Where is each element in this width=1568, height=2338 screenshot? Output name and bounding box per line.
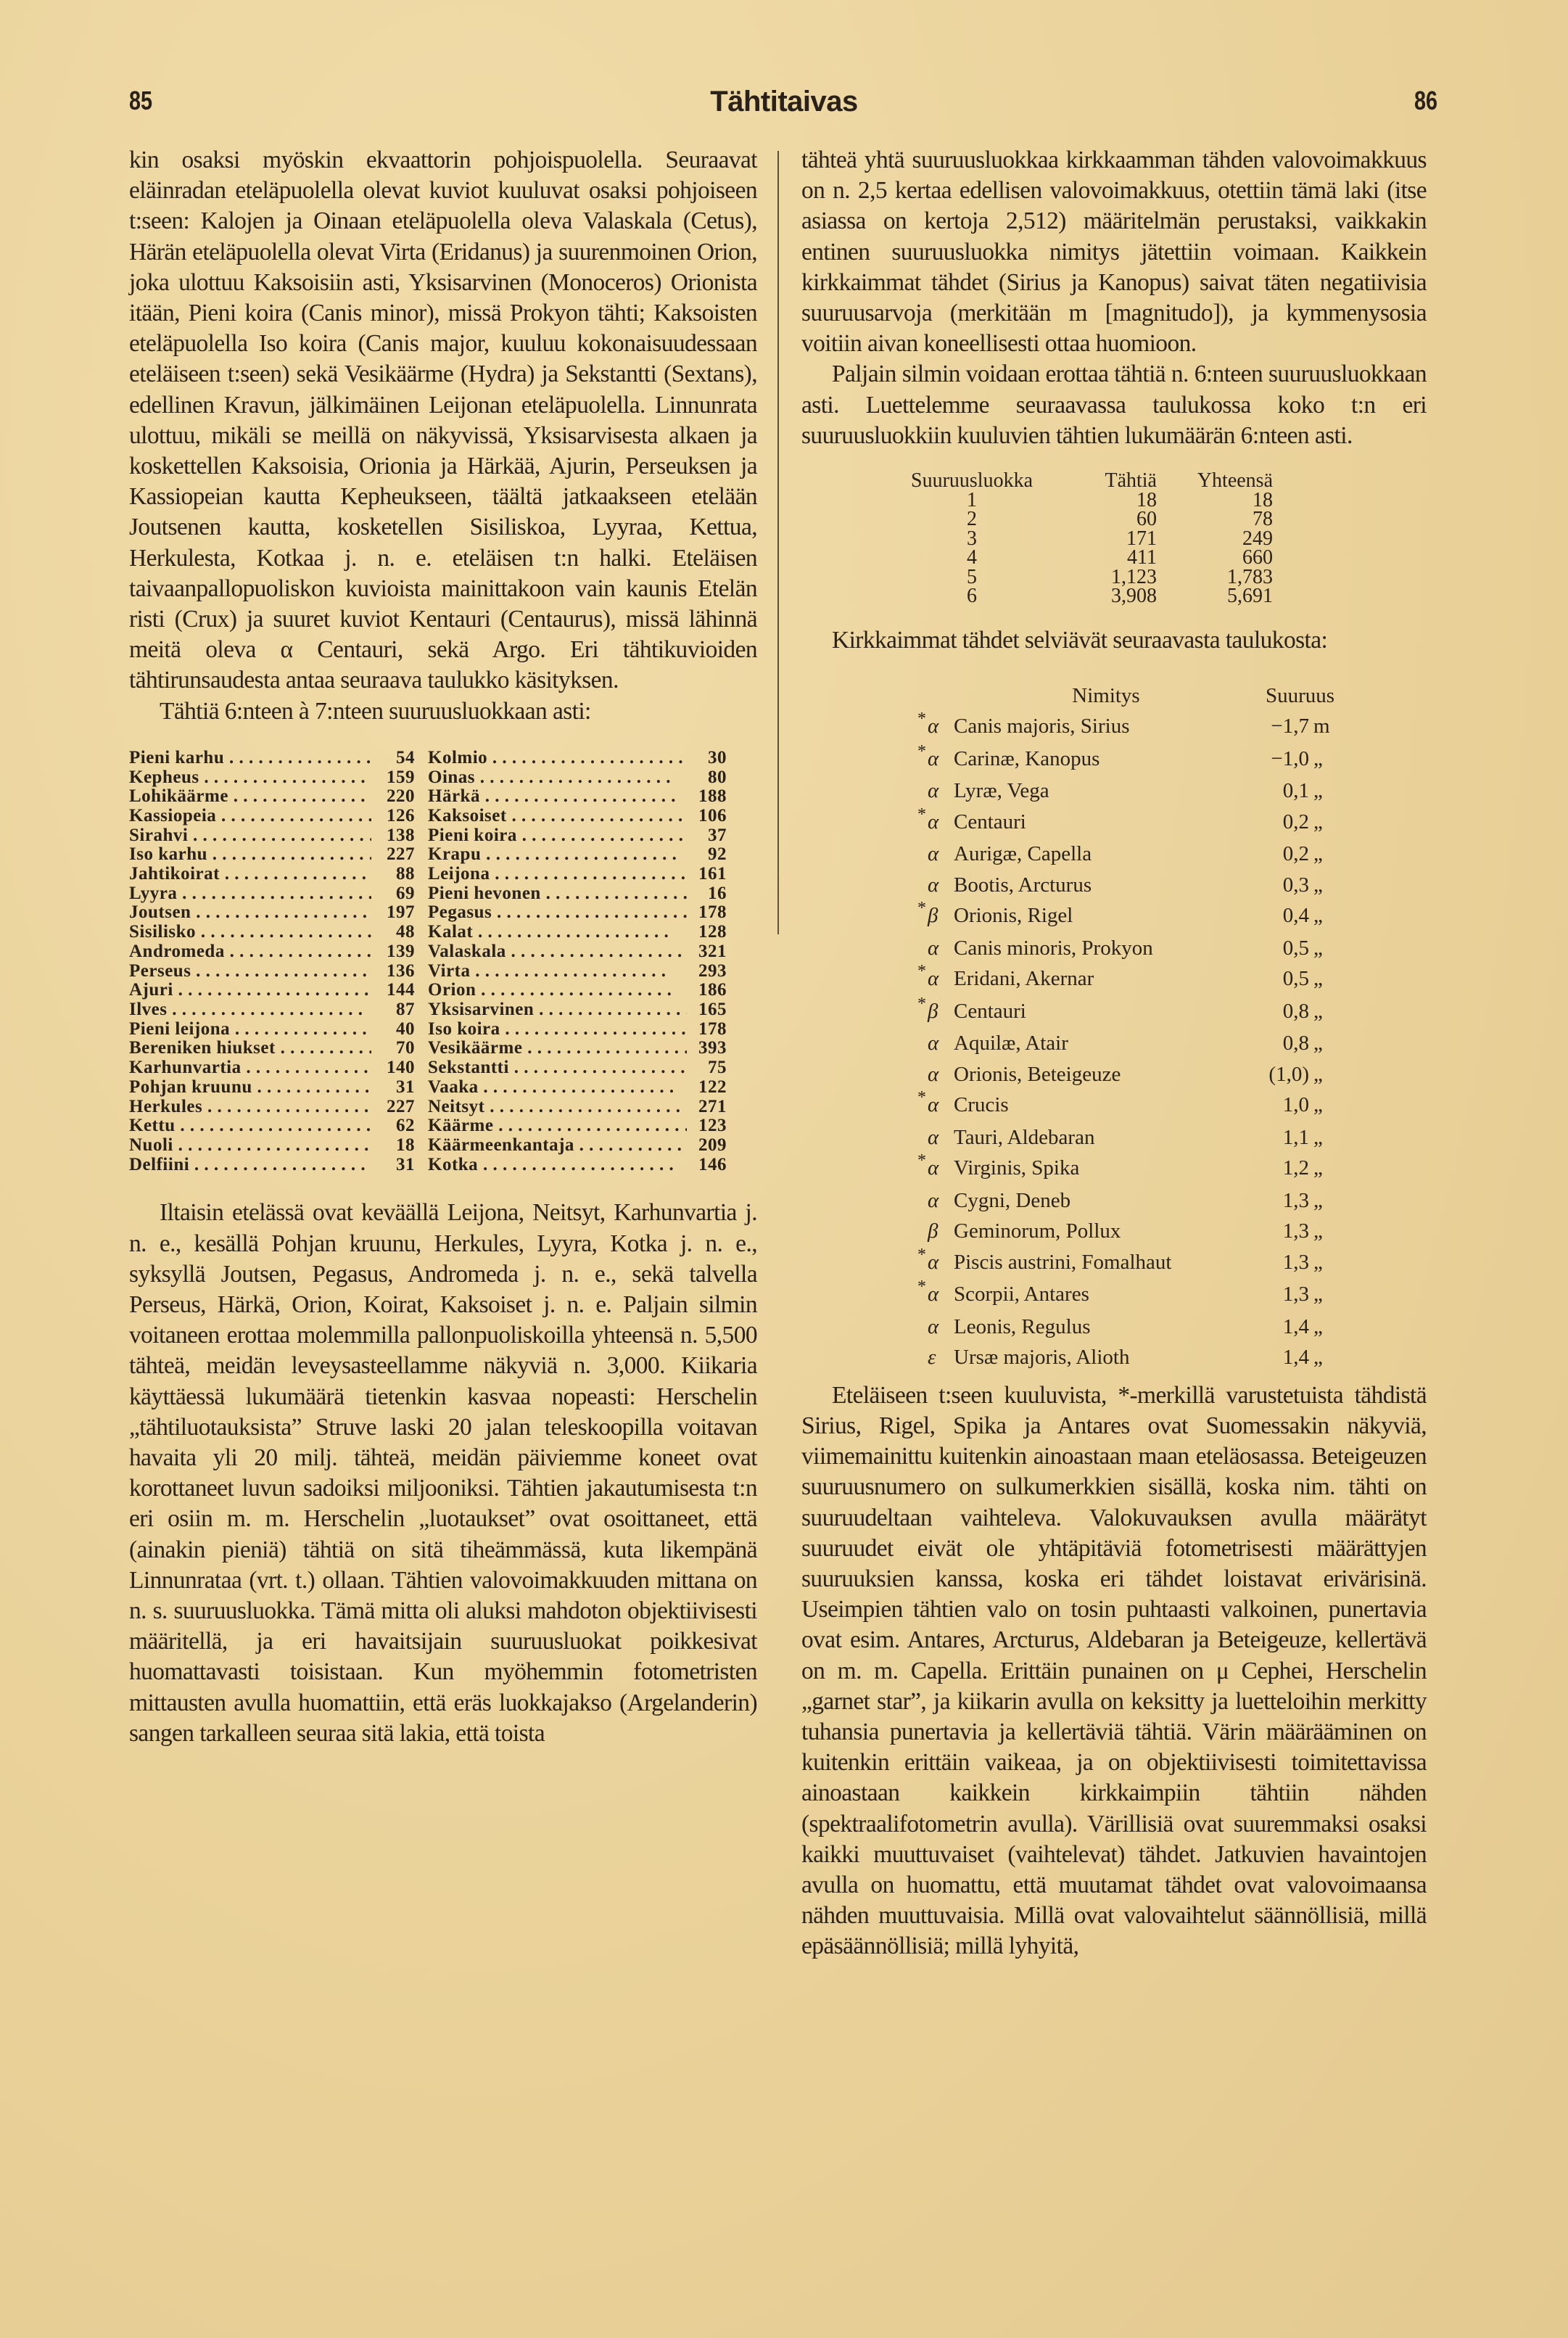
table-row [428, 807, 727, 826]
southern-marker: * [917, 1245, 926, 1264]
constellation-name: Leijona . . . [428, 865, 687, 884]
greek-letter: α [928, 842, 939, 866]
table-cell: 1,123 [1111, 565, 1157, 588]
constellation-name: Ajuri . . . [129, 981, 371, 1000]
table-row [129, 826, 428, 846]
star-count: 31 [396, 1077, 415, 1097]
star-count: 186 [698, 981, 727, 1000]
star-count: 48 [396, 923, 415, 942]
table-row [428, 1039, 727, 1058]
magnitude: 0,1 [1282, 779, 1309, 803]
table-row [129, 884, 428, 904]
star-count: 161 [698, 865, 727, 884]
greek-letter: α [928, 936, 939, 960]
column-header: Yhteensä [1197, 469, 1273, 493]
table-row [428, 1000, 727, 1020]
table-cell: 5 [967, 565, 977, 588]
table-row [129, 807, 428, 826]
table-row [428, 962, 727, 981]
table-cell: 249 [1242, 527, 1273, 550]
table-row [428, 1098, 727, 1117]
star-name: Tauri, Aldebaran [954, 1125, 1095, 1149]
southern-marker: * [917, 899, 926, 918]
constellation-name: Vaaka . . . [428, 1078, 687, 1098]
constellation-name: Lohikäärme . . . [129, 787, 371, 807]
greek-letter: β [928, 999, 938, 1023]
page-number-left: 85 [129, 86, 153, 115]
unit: „ [1313, 873, 1323, 897]
star-count: 16 [708, 884, 727, 903]
table-row [917, 839, 1427, 870]
constellation-name: Sisilisko . . . [129, 923, 371, 942]
table-row [917, 1059, 1427, 1090]
constellation-name: Kettu . . . [129, 1116, 371, 1136]
star-count: 139 [387, 942, 415, 961]
table-row [917, 996, 1427, 1029]
table-row [129, 1078, 428, 1098]
star-count: 88 [396, 865, 415, 884]
star-name: Bootis, Arcturus [954, 873, 1092, 897]
column-header: Suuruusluokka [911, 469, 1033, 493]
magnitude: 1,1 [1282, 1125, 1309, 1149]
table-row [428, 768, 727, 788]
table-row [428, 749, 727, 768]
star-name: Ursæ majoris, Alioth [954, 1346, 1130, 1370]
table-row [129, 1116, 428, 1136]
unit: „ [1313, 999, 1323, 1023]
table-row [428, 845, 727, 865]
unit: „ [1313, 1188, 1323, 1212]
southern-marker: * [917, 1151, 926, 1171]
star-count: 188 [698, 787, 727, 807]
greek-letter: α [928, 1093, 939, 1117]
paragraph: Iltaisin etelässä ovat keväällä Leijona, Neitsyt, Karhunvartia j. n. e., kesällä Pohjan kruunu, Herkules, Lyyra, Kotka j. n. e., syksyllä Joutsen, Pegasus, Andromeda j. n. e., sekä talvella Perseus, Härkä, Orion, Koirat, Kaksoiset j. n. e. Paljain silmin voitaneen erottaa molemmilla pallonpuoliskoilla yhteensä n. 5,500 tähteä, meidän leveysasteellamme näkyviä n. 3,000. Kiikaria käyttäessä lukumäärä tietenkin kasvaa nopeasti: Herschelin „tähtiluotauksista” Struve laski 20 jalan teleskoopilla voitavan havaita yli 20 milj. tähteä, meidän päiviemme koneet ovat korottaneet luvun sadoiksi miljooniksi. Tähtien jakautumisesta t:n eri osiin m. m. Herschelin „luotaukset” ovat osoittaneet, että (ainakin pieniä) tähtiä on sitä tiheämmässä, kuta likempänä Linnunrataa (vrt. t.) ollaan. Tähtien valovoimakkuuden mittana on n. s. suuruusluokka. Tämä mitta oli aluksi mahdoton objektiivisesti määritellä, ja eri havaitsijain suuruusluokat poikkesivat huomattavasti toisistaan. Kun myöhemmin fotometristen mittausten avulla huomattiin, että eräs luokkajakso (Argelanderin) sangen tarkalleen seuraa sitä lakia, että toista [129, 1199, 757, 1747]
paragraph: tähteä yhtä suuruusluokkaa kirkkaamman tähden valovoimakkuus on n. 2,5 kertaa edellisen valovoimakkuus, otettiin tämä laki (itse asiassa on kertoja 2,512) määritelmän perustaksi, vaikkakin entinen suuruusluokka nimitys jätettiin voimaan. Kaikkein kirkkaimmat tähdet (Sirius ja Kanopus) saivat täten negatiivisia suuruusarvoja (merkitään m [magnitudo]), ja kymmenysosia voitiin aivan koneellisesti ottaa huomioon. [801, 147, 1427, 358]
constellation-name: Kolmio . . . [428, 749, 687, 768]
star-count: 197 [387, 903, 415, 923]
greek-letter: α [928, 746, 939, 770]
unit: „ [1313, 1062, 1323, 1086]
magnitude: 1,4 [1282, 1346, 1309, 1370]
star-count: 75 [708, 1058, 727, 1078]
table-row [917, 963, 1427, 996]
table-row [896, 587, 1427, 606]
greek-letter: α [928, 810, 939, 833]
table-cell: 3,908 [1111, 585, 1157, 608]
magnitude: 0,8 [1282, 999, 1309, 1023]
constellation-name: Pieni leijona . . . [129, 1020, 371, 1040]
star-count: 227 [387, 845, 415, 865]
star-count: 209 [698, 1135, 727, 1155]
magnitude: 0,8 [1282, 1032, 1309, 1055]
table-row [428, 1116, 727, 1136]
star-count: 92 [708, 845, 727, 865]
greek-letter: β [928, 1219, 938, 1243]
constellation-name: Iso karhu . . . [129, 845, 371, 865]
table-row [917, 1185, 1427, 1217]
unit: „ [1313, 1125, 1323, 1149]
table-cell: 5,691 [1227, 585, 1273, 608]
table-cell: 18 [1136, 488, 1157, 511]
star-name: Eridani, Akernar [954, 967, 1094, 991]
magnitude: 1,2 [1282, 1156, 1309, 1180]
star-count: 140 [387, 1058, 415, 1078]
table-row [917, 711, 1427, 744]
star-name: Aquilæ, Atair [954, 1032, 1068, 1055]
table-row [129, 749, 428, 768]
star-count: 31 [396, 1155, 415, 1174]
bright-stars-header [917, 680, 1427, 712]
star-count: 18 [396, 1135, 415, 1155]
column-header: Nimitys [1072, 683, 1140, 707]
star-count: 393 [698, 1039, 727, 1058]
magnitude: 0,2 [1282, 842, 1309, 866]
star-name: Leonis, Regulus [954, 1314, 1091, 1338]
constellation-name: Vesikäärme . . . [428, 1039, 687, 1058]
table-row [428, 903, 727, 923]
constellation-name: Iso koira . . . [428, 1020, 687, 1040]
star-name: Cygni, Deneb [954, 1188, 1071, 1212]
star-count: 87 [396, 1000, 415, 1019]
constellation-name: Orion . . . [428, 981, 687, 1000]
table-row [917, 1342, 1427, 1373]
table-row [917, 900, 1427, 933]
unit: „ [1313, 810, 1323, 833]
constellation-name: Sekstantti . . . [428, 1058, 687, 1078]
unit: „ [1313, 936, 1323, 960]
constellation-name: Neitsyt . . . [428, 1098, 687, 1117]
magnitude: −1,7 [1271, 715, 1309, 738]
unit: „ [1313, 1219, 1323, 1243]
unit: „ [1313, 967, 1323, 991]
southern-marker: * [917, 994, 926, 1013]
greek-letter: α [928, 1125, 939, 1149]
table-row [917, 1312, 1427, 1343]
greek-letter: α [928, 967, 939, 991]
table-row [428, 1078, 727, 1098]
column-divider [777, 151, 779, 934]
table-row [129, 942, 428, 962]
constellation-name: Pieni karhu . . . [129, 749, 371, 768]
table-row [917, 1247, 1427, 1280]
constellation-name: Lyyra . . . [129, 884, 371, 904]
constellation-name: Härkä . . . [428, 787, 687, 807]
table-cell: 411 [1127, 546, 1157, 569]
table-row [428, 1156, 727, 1175]
paragraph: Kirkkaimmat tähdet selviävät seuraavasta taulukosta: [832, 626, 1328, 654]
table-cell: 660 [1242, 546, 1273, 569]
table-cell: 6 [967, 585, 977, 608]
table-row [917, 1279, 1427, 1312]
table-row [428, 981, 727, 1000]
table-row [129, 1000, 428, 1020]
bright-stars-table [917, 680, 1427, 1373]
southern-marker: * [917, 962, 926, 981]
table-cell: 2 [967, 508, 977, 531]
southern-marker: * [917, 1088, 926, 1108]
star-count: 40 [396, 1019, 415, 1039]
constellation-name: Käärme . . . [428, 1116, 687, 1136]
star-count: 30 [708, 748, 727, 767]
star-name: Centauri [954, 999, 1026, 1023]
constellation-name: Kassiopeia . . . [129, 807, 371, 826]
table-row [129, 845, 428, 865]
star-name: Geminorum, Pollux [954, 1219, 1121, 1243]
table-cell: 1,783 [1227, 565, 1273, 588]
unit: „ [1313, 779, 1323, 803]
magnitude: 1,3 [1282, 1188, 1309, 1212]
greek-letter: β [928, 904, 938, 928]
table-cell: 60 [1136, 508, 1157, 531]
star-count: 70 [396, 1039, 415, 1058]
constellation-name: Perseus . . . [129, 962, 371, 981]
star-count: 54 [396, 748, 415, 767]
star-name: Carinæ, Kanopus [954, 746, 1100, 770]
unit: „ [1313, 1093, 1323, 1117]
paragraph: Eteläiseen t:seen kuuluvista, *-merkillä varustetuista tähdistä Sirius, Rigel, Spika ja Antares ovat Suomessakin näkyviä, viimemainittu kuitenkin ainoastaan maan eteläosassa. Beteigeuzen suuruusnumero on sulkumerkkien sisällä, koska nim. tähti on suuruudeltaan vaihteleva. Valokuvauksen avulla määrätyt suuruudet eivät ole yhtäpitäviä fotometrisesti määrättyjen suuruuksien kanssa, koska eri tähdet loistavat erivärisinä. Useimpien tähtien valo on tosin puhtaasti valkoinen, punertavia ovat esim. Antares, Arcturus, Aldebaran ja Beteigeuze, kellertävä on m. m. Capella. Erittäin punainen on μ Cephei, Herschelin „garnet star”, ja kiikarin avulla on keksitty ja luetteloihin merkitty tuhansia punertavia ja kellertäviä tähtiä. Värin määrääminen on kuitenkin erittäin vaikeaa, ja on objektiivisesti toimitettavissa ainoastaan kaikkein kirkkaimpiin tähtiin nähden (spektraalifotometrin avulla). Värillisiä ovat suuremmaksi osaksi kaikki muuttuvaiset (vaihtelevat) tähdet. Jatkuvien havaintojen avulla on huomattu, että muutamat tähdet ovat valovoimaansa nähden muuttuvaisia. Millä ovat valovaihtelut säännöllisiä, millä epäsäännöllisiä; millä lyhyitä, [801, 1381, 1427, 1960]
star-count: 62 [396, 1116, 415, 1136]
table-row [917, 870, 1427, 901]
table-row [917, 1090, 1427, 1122]
constellation-name: Karhunvartia . . . [129, 1058, 371, 1078]
star-count: 178 [698, 903, 727, 923]
star-count: 146 [698, 1155, 727, 1174]
table-cell: 1 [967, 488, 977, 511]
table-row [428, 884, 727, 904]
constellation-name: Kepheus . . . [129, 768, 371, 788]
star-count: 69 [396, 884, 415, 903]
constellation-table-right [428, 749, 727, 1174]
magnitude: 1,0 [1282, 1093, 1309, 1117]
table-row [428, 1058, 727, 1078]
constellation-name: Ilves . . . [129, 1000, 371, 1020]
star-count: 159 [387, 767, 415, 787]
greek-letter: α [928, 1250, 939, 1274]
constellation-name: Jahtikoirat . . . [129, 865, 371, 884]
greek-letter: α [928, 1314, 939, 1338]
greek-letter: α [928, 1156, 939, 1180]
star-count: 271 [698, 1097, 727, 1116]
constellation-name: Pegasus . . . [428, 903, 687, 923]
southern-marker: * [917, 1277, 926, 1297]
table-row [129, 1058, 428, 1078]
table-row [428, 865, 727, 884]
southern-marker: * [917, 741, 926, 761]
star-count: 80 [708, 767, 727, 787]
table-row [428, 826, 727, 846]
constellation-name: Joutsen . . . [129, 903, 371, 923]
unit: „ [1313, 1032, 1323, 1055]
star-name: Orionis, Beteigeuze [954, 1062, 1121, 1086]
constellation-name: Käärmeenkantaja . . . [428, 1136, 687, 1156]
constellation-name: Herkules . . . [129, 1098, 371, 1117]
magnitude: (1,0) [1268, 1062, 1309, 1086]
greek-letter: α [928, 715, 939, 738]
magnitude: 0,2 [1282, 810, 1309, 833]
greek-letter: α [928, 873, 939, 897]
star-count: 122 [698, 1077, 727, 1097]
star-count: 293 [698, 961, 727, 981]
greek-letter: ε [928, 1346, 936, 1370]
constellation-name: Yksisarvinen . . . [428, 1000, 687, 1020]
constellation-name: Pieni hevonen . . . [428, 884, 687, 904]
constellation-name: Oinas . . . [428, 768, 687, 788]
table-row [428, 923, 727, 942]
table-row [129, 865, 428, 884]
magnitude-table-header [896, 469, 1427, 493]
table-row [896, 510, 1427, 530]
star-count: 126 [387, 806, 415, 826]
constellation-name: Pieni koira . . . [428, 826, 687, 846]
constellation-name: Kalat . . . [428, 923, 687, 942]
table-cell: 18 [1253, 488, 1273, 511]
magnitude: 0,3 [1282, 873, 1309, 897]
running-title: Tähtitaivas [710, 86, 858, 118]
star-count: 123 [698, 1116, 727, 1136]
constellation-name: Valaskala . . . [428, 942, 687, 962]
magnitude: 1,3 [1282, 1250, 1309, 1274]
star-name: Crucis [954, 1093, 1009, 1117]
unit: m [1313, 715, 1330, 738]
left-column [129, 145, 757, 1749]
table-row [129, 1020, 428, 1040]
constellation-table [129, 749, 731, 1174]
constellation-table-left [129, 749, 428, 1174]
table-row [917, 1122, 1427, 1153]
constellation-name: Sirahvi . . . [129, 826, 371, 846]
star-count: 37 [708, 826, 727, 845]
greek-letter: α [928, 779, 939, 803]
table-row [129, 1098, 428, 1117]
paragraph: kin osaksi myöskin ekvaattorin pohjoispuolella. Seuraavat eläinradan eteläpuolella olevat kuviot kuuluvat osaksi pohjoiseen t:seen: Kalojen ja Oinaan eteläpuolella oleva Valaskala (Cetus), Härän eteläpuolella olevat Virta (Eridanus) ja suurenmoinen Orion, joka ulottuu Kaksoisiin asti, Yksisarvinen (Monoceros) Orionista itään, Pieni koira (Canis minor), missä Prokyon tähti; Kaksoisten eteläpuolella Iso koira (Canis major, kuuluu kokonaisuudessaan eteläiseen t:seen) sekä Vesikäärme (Hydra) ja Sekstantti (Sextans), edellinen Kravun, jälkimäinen Leijonan eteläpuolella. Linnunrata ulottuu, mikäli se meillä on näkyvissä, Yksisarvisesta alkaen ja koskettellen Kaksoisia, Orionia ja Härkää, Ajurin, Perseuksen ja Kassiopeian kautta Kepheukseen, täältä jatkaakseen etelään Joutsenen kautta, kosketellen Sisiliskoa, Lyyraa, Kettua, Herkulesta, Kotkaa j. n. e. eteläisen t:n halki. Eteläisen taivaanpallopuoliskon kuvioista mainittakoon vain kaunis Etelän risti (Crux) ja suuret kuviot Kentauri (Centaurus), missä lähinnä meitä oleva α Centauri, sekä Argo. Eri tähtikuvioiden tähtirunsaudesta antaa seuraava taulukko käsityksen. [129, 147, 757, 694]
star-name: Piscis austrini, Fomalhaut [954, 1250, 1172, 1274]
table-row [129, 768, 428, 788]
table-row [917, 741, 1427, 776]
magnitude: 1,3 [1282, 1219, 1309, 1243]
table-row [917, 1216, 1427, 1247]
greek-letter: α [928, 1283, 939, 1306]
table-row [129, 1039, 428, 1058]
table-row [917, 804, 1427, 839]
star-name: Virginis, Spika [954, 1156, 1080, 1180]
magnitude: 1,3 [1282, 1283, 1309, 1306]
star-name: Lyræ, Vega [954, 779, 1049, 803]
table-row [917, 1153, 1427, 1185]
greek-letter: α [928, 1032, 939, 1055]
table-row [428, 787, 727, 807]
star-count: 220 [387, 787, 415, 807]
star-count: 106 [698, 806, 727, 826]
table-cell: 3 [967, 527, 977, 550]
constellation-name: Andromeda . . . [129, 942, 371, 962]
unit: „ [1313, 1250, 1323, 1274]
constellation-name: Nuoli . . . [129, 1136, 371, 1156]
unit: „ [1313, 1346, 1323, 1370]
table-row [129, 962, 428, 981]
table-row [428, 1136, 727, 1156]
magnitude-table [896, 469, 1427, 608]
unit: „ [1313, 1156, 1323, 1180]
table-row [129, 787, 428, 807]
unit: „ [1313, 1314, 1323, 1338]
star-count: 321 [698, 942, 727, 961]
table-row [129, 1156, 428, 1175]
unit: „ [1313, 1283, 1323, 1306]
unit: „ [1313, 904, 1323, 928]
star-count: 136 [387, 961, 415, 981]
star-count: 128 [698, 923, 727, 942]
constellation-name: Kaksoiset . . . [428, 807, 687, 826]
table-row [917, 775, 1427, 807]
table-row [129, 903, 428, 923]
table-row [129, 1136, 428, 1156]
star-count: 165 [698, 1000, 727, 1019]
column-header: Suuruus [1266, 683, 1335, 707]
star-name: Aurigæ, Capella [954, 842, 1092, 866]
constellation-name: Pohjan kruunu . . . [129, 1078, 371, 1098]
star-count: 138 [387, 826, 415, 845]
table-row [917, 933, 1427, 964]
southern-marker: * [917, 709, 926, 729]
table-cell: 171 [1126, 527, 1157, 550]
star-name: Orionis, Rigel [954, 904, 1073, 928]
star-name: Canis minoris, Prokyon [954, 936, 1153, 960]
star-count: 144 [387, 981, 415, 1000]
paragraph: Paljain silmin voidaan erottaa tähtiä n. 6:nteen suuruusluokkaan asti. Luettelemme seuraavassa taulukossa koko t:n eri suuruusluokkiin kuuluvien tähtien lukumäärän 6:nteen asti. [801, 361, 1427, 449]
table-row [428, 1020, 727, 1040]
unit: „ [1313, 746, 1323, 770]
unit: „ [1313, 842, 1323, 866]
star-name: Centauri [954, 810, 1026, 833]
table-intro: Tähtiä 6:nteen à 7:nteen suuruusluokkaan asti: [160, 697, 591, 725]
magnitude: 0,5 [1282, 967, 1309, 991]
constellation-name: Virta . . . [428, 962, 687, 981]
magnitude: 0,4 [1282, 904, 1309, 928]
column-header: Tähtiä [1105, 469, 1157, 493]
table-row [428, 942, 727, 962]
greek-letter: α [928, 1062, 939, 1086]
constellation-name: Bereniken hiukset . . . [129, 1039, 371, 1058]
magnitude: 0,5 [1282, 936, 1309, 960]
table-row [896, 548, 1427, 568]
constellation-name: Delfiini . . . [129, 1156, 371, 1175]
star-count: 227 [387, 1097, 415, 1116]
greek-letter: α [928, 1188, 939, 1212]
table-row [129, 923, 428, 942]
page-number-right: 86 [1414, 86, 1438, 115]
table-cell: 4 [967, 546, 977, 569]
table-row [917, 1028, 1427, 1059]
magnitude: 1,4 [1282, 1314, 1309, 1338]
star-name: Canis majoris, Sirius [954, 715, 1130, 738]
star-count: 178 [698, 1019, 727, 1039]
table-cell: 78 [1253, 508, 1273, 531]
magnitude: −1,0 [1271, 746, 1309, 770]
southern-marker: * [917, 804, 926, 824]
constellation-name: Krapu . . . [428, 845, 687, 865]
right-column [801, 145, 1427, 1962]
constellation-name: Kotka . . . [428, 1156, 687, 1175]
star-name: Scorpii, Antares [954, 1283, 1089, 1306]
page-header [0, 86, 1568, 129]
table-row [129, 981, 428, 1000]
